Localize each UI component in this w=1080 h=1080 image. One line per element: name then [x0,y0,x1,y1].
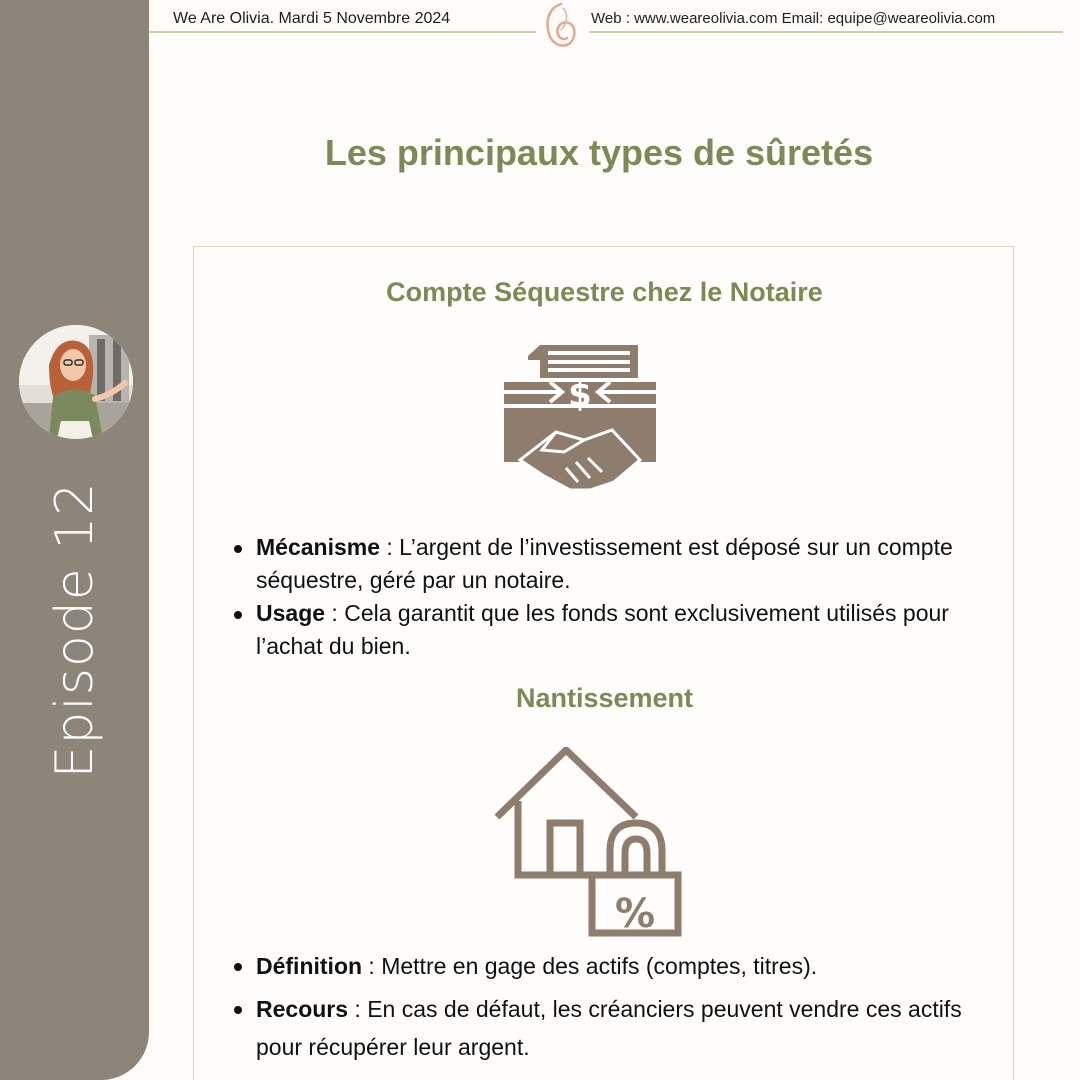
bullet-term: Mécanisme [256,534,381,560]
page-title: Les principaux types de sûretés [324,132,874,173]
bullet-term: Définition [256,953,363,979]
avatar-portrait-icon [19,325,133,439]
bullet-text: : En cas de défaut, les créanciers peuvent vendre ces actifs pour récupérer leur argent. [256,996,962,1060]
header-contact: Web : www.weareolivia.com Email: equipe@weareolivia.com [591,10,996,27]
content-card [193,246,1014,1080]
section-title-escrow: Compte Séquestre chez le Notaire [386,277,823,307]
house-padlock-percent-icon [494,747,686,937]
header-date: We Are Olivia. Mardi 5 Novembre 2024 [173,10,451,27]
list-item [234,990,1004,1066]
section-title-nantissement: Nantissement [515,683,694,713]
bullet-text: : L’argent de l’investissement est déposé sur un compte séquestre, géré par un notaire. [256,534,953,593]
sidebar [0,0,149,1080]
bullet-term: Usage [256,600,326,626]
episode-label: Episode 12 [45,481,105,779]
header-rule-left [149,31,536,33]
spiral-logo-icon [541,0,581,54]
bullet-text: : Mettre en gage des actifs (comptes, titres). [362,953,818,979]
escrow-handshake-dollar-icon [504,340,656,492]
bullet-text: : Cela garantit que les fonds sont exclusivement utilisés pour l’achat du bien. [256,600,949,659]
list-item [234,531,1004,597]
list-item [234,597,1004,663]
svg-text:%: % [614,891,656,937]
header-rule-right [589,31,1063,33]
nantissement-bullet-list [234,947,1004,1071]
list-item [234,947,1004,985]
escrow-bullet-list [234,531,1004,663]
bullet-term: Recours [256,996,349,1022]
avatar [19,325,133,439]
svg-text:$: $ [568,375,592,415]
